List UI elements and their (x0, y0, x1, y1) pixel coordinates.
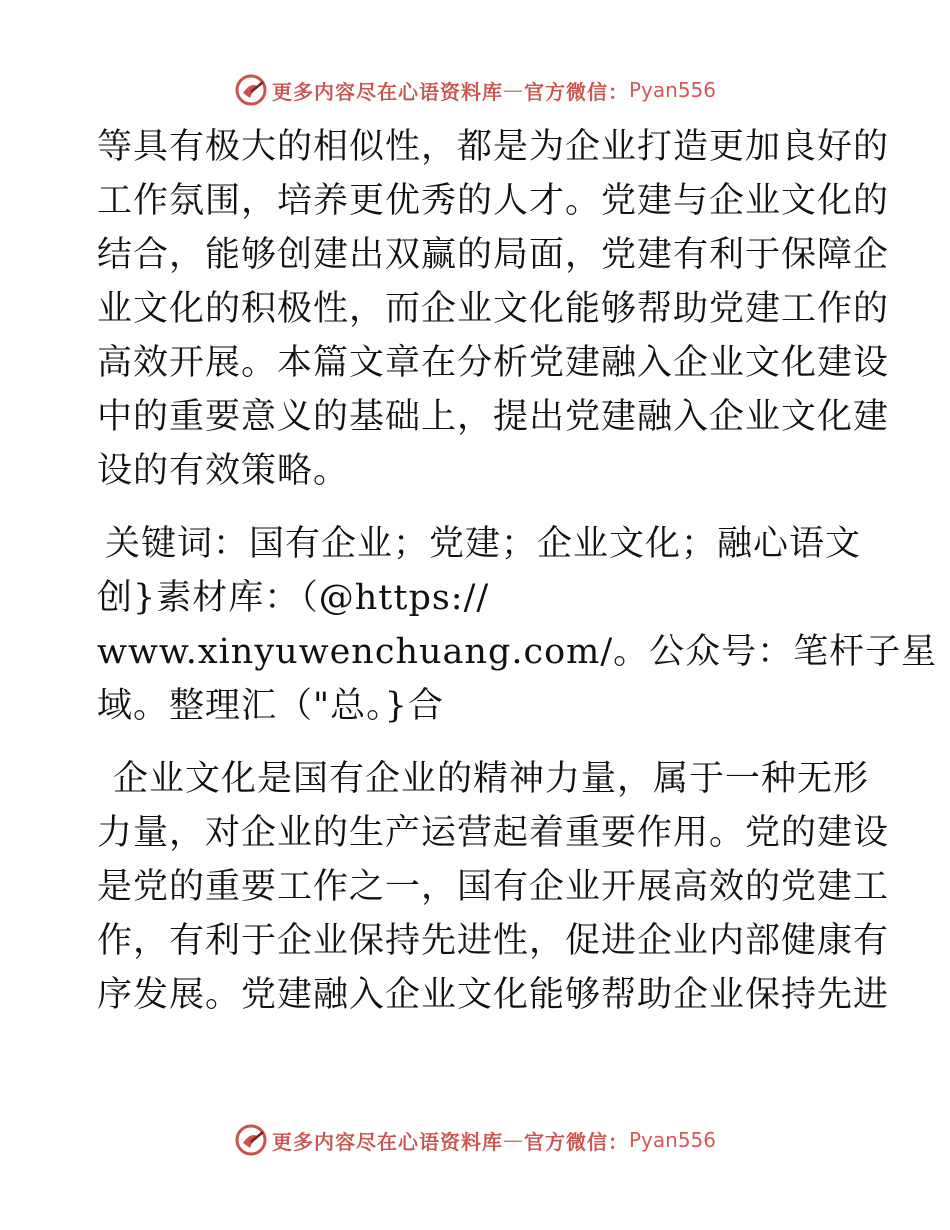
paragraph-gap (97, 498, 857, 517)
header-wechat-label: 官方微信： (523, 79, 629, 104)
header-watermark (0, 70, 950, 110)
brand-logo-icon (234, 1123, 268, 1157)
keywords-line-2: 创}素材库：（@https:// (97, 578, 490, 618)
body-line-4: 作，有利于企业保持先进性，促进企业内部健康有 (97, 921, 890, 961)
body-paragraph (97, 752, 890, 1022)
keywords-line-3: www.xinyuwenchuang.com/。公众号：笔杆子星 (97, 632, 938, 672)
abstract-line-2: 工作氛围，培养更优秀的人才。党建与企业文化的 (97, 181, 890, 221)
header-separator: — (502, 78, 524, 102)
brand-logo-icon (234, 73, 268, 107)
keywords-line-4: 域。整理汇（"总。}合 (97, 686, 444, 726)
abstract-line-6: 中的重要意义的基础上，提出党建融入企业文化建 (97, 397, 890, 437)
body-line-2: 力量，对企业的生产运营起着重要作用。党的建设 (97, 813, 890, 853)
abstract-line-3: 结合，能够创建出双赢的局面，党建有利于保障企 (97, 235, 890, 275)
abstract-line-5: 高效开展。本篇文章在分析党建融入企业文化建设 (97, 343, 890, 383)
footer-wechat-id: Pyan556 (628, 1128, 716, 1152)
keywords-paragraph (97, 517, 938, 733)
paragraph-gap (97, 733, 857, 752)
body-line-3: 是党的重要工作之一，国有企业开展高效的党建工 (97, 867, 890, 907)
keywords-line-1: 关键词：国有企业；党建；企业文化；融心语文 (105, 524, 862, 564)
body-line-1: 企业文化是国有企业的精神力量，属于一种无形 (113, 759, 870, 799)
abstract-line-1: 等具有极大的相似性，都是为企业打造更加良好的 (97, 127, 890, 167)
abstract-paragraph (97, 120, 890, 498)
footer-separator: — (502, 1128, 524, 1152)
footer-wechat-label: 官方微信： (523, 1129, 629, 1154)
footer-title: 更多内容尽在心语资料库 (271, 1129, 503, 1154)
header-title: 更多内容尽在心语资料库 (271, 79, 503, 104)
abstract-line-4: 业文化的积极性，而企业文化能够帮助党建工作的 (97, 289, 890, 329)
footer-watermark (0, 1120, 950, 1160)
abstract-line-7: 设的有效策略。 (97, 451, 350, 491)
document-body (97, 120, 938, 1022)
body-line-5: 序发展。党建融入企业文化能够帮助企业保持先进 (97, 975, 890, 1015)
header-wechat-id: Pyan556 (628, 78, 716, 102)
